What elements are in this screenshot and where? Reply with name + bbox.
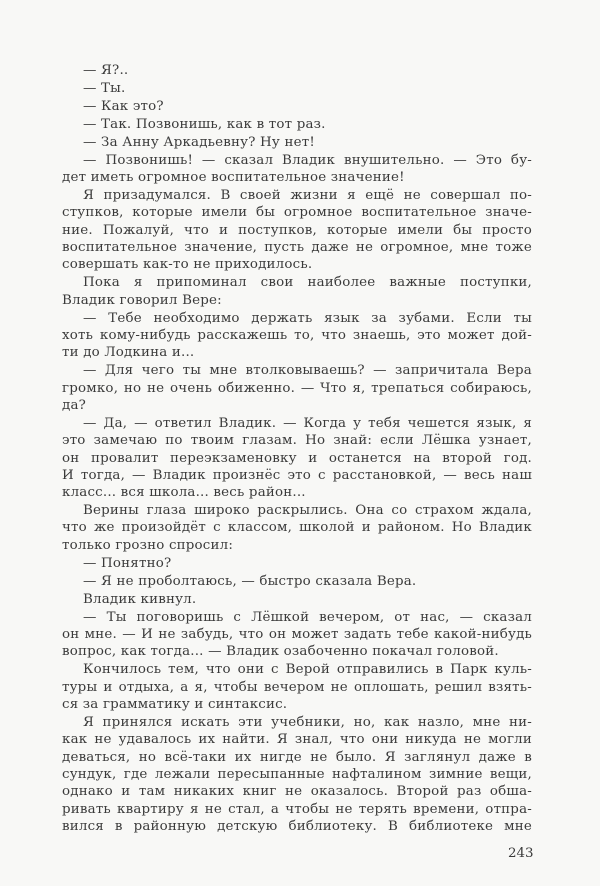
text-line: — Позвонишь! — сказал Владик внушительно. — Это бу- xyxy=(83,152,532,168)
text-line: дет иметь огромное воспитательное значение! xyxy=(62,170,405,186)
paragraph xyxy=(62,98,532,115)
text-line: он провалит переэкзаменовку и останется на второй год. xyxy=(62,450,532,466)
text-line: хоть кому-нибудь расскажешь то, что знаешь, это может дой- xyxy=(62,327,532,343)
paragraph xyxy=(62,152,532,187)
paragraph xyxy=(62,555,532,572)
text-line: — Понятно? xyxy=(83,555,172,571)
book-page-text xyxy=(62,62,532,836)
text-line: вился в районную детскую библиотеку. В библиотеке мне xyxy=(62,818,532,834)
text-line: деваться, но всё-таки их нигде не было. Я заглянул даже в xyxy=(62,749,532,765)
text-line: Кончилось тем, что они с Верой отправились в Парк куль- xyxy=(83,662,532,678)
text-line: ние. Пожалуй, что и поступков, которые имели бы просто xyxy=(62,222,532,238)
paragraph xyxy=(62,591,532,608)
paragraph xyxy=(62,415,532,502)
text-line: Владик говорил Вере: xyxy=(62,292,222,308)
text-line: — Ты поговоришь с Лёшкой вечером, от нас, — сказал xyxy=(83,609,532,625)
paragraph xyxy=(62,274,532,309)
paragraph xyxy=(62,187,532,274)
text-line: Верины глаза широко раскрылись. Она со страхом ждала, xyxy=(83,503,532,519)
text-line: — Для чего ты мне втолковываешь? — запричитала Вера xyxy=(83,363,532,379)
page-number: 243 xyxy=(508,846,534,861)
text-line: воспитательное значение, пусть даже не огромное, мне тоже xyxy=(62,240,532,255)
paragraph xyxy=(62,362,532,414)
paragraph xyxy=(62,714,532,835)
paragraph xyxy=(62,573,532,590)
text-line: И тогда, — Владик произнёс это с расстановкой, — весь наш xyxy=(62,467,532,483)
text-line: — Да, — ответил Владик. — Когда у тебя чешется язык, я xyxy=(83,415,532,431)
text-line: что же произойдёт с классом, школой и районом. Но Владик xyxy=(62,520,532,536)
text-line: — Я?.. xyxy=(83,63,129,78)
text-line: громко, но не очень обиженно. — Что я, трепаться собираюсь, xyxy=(62,380,532,396)
text-line: — Я не проболтаюсь, — быстро сказала Вера. xyxy=(83,573,417,589)
text-line: ти до Лодкина и... xyxy=(62,345,195,361)
text-line: однако и там никаких книг не оказалось. Второй раз обша- xyxy=(62,784,532,800)
text-line: Я принялся искать эти учебники, но, как назло, мне ни- xyxy=(83,714,532,730)
text-line: это замечаю по твоим глазам. Но знай: если Лёшка узнает, xyxy=(62,433,532,449)
text-line: Я призадумался. В своей жизни я ещё не совершал по- xyxy=(83,187,532,203)
text-line: — Тебе необходимо держать язык за зубами. Если ты xyxy=(83,310,532,326)
paragraph xyxy=(62,116,532,133)
paragraph xyxy=(62,134,532,151)
text-line: туры и отдыха, а я, чтобы вечером не оплошать, решил взять- xyxy=(62,679,532,695)
text-line: ся за грамматику и синтаксис. xyxy=(62,696,288,712)
paragraph xyxy=(62,661,532,713)
text-line: Пока я припоминал свои наиболее важные поступки, xyxy=(83,275,532,291)
text-line: ступков, которые имели бы огромное воспитательное значе- xyxy=(62,205,532,221)
text-line: ривать квартиру я не стал, а чтобы не терять времени, отпра- xyxy=(62,801,532,817)
text-line: да? xyxy=(62,397,87,413)
text-line: как не удавалось их найти. Я знал, что они никуда не могли xyxy=(62,732,532,748)
text-line: — За Анну Аркадьевну? Ну нет! xyxy=(83,134,315,150)
text-line: он мне. — И не забудь, что он может задать тебе какой-нибудь xyxy=(62,626,532,642)
paragraph xyxy=(62,80,532,97)
text-line: Владик кивнул. xyxy=(83,591,197,607)
text-line: только грозно спросил: xyxy=(62,537,234,553)
text-line: — Так. Позвонишь, как в тот раз. xyxy=(83,116,326,132)
text-line: — Как это? xyxy=(83,98,164,114)
text-line: вопрос, как тогда... — Владик озабоченно покачал головой. xyxy=(62,644,499,660)
paragraph xyxy=(62,310,532,362)
text-line: — Ты. xyxy=(83,80,126,96)
paragraph xyxy=(62,62,532,79)
text-line: класс... вся школа... весь район... xyxy=(62,485,306,501)
paragraph xyxy=(62,502,532,554)
text-line: сундук, где лежали пересыпанные нафталином зимние вещи, xyxy=(62,766,532,782)
text-line: совершать как-то не приходилось. xyxy=(62,257,313,273)
paragraph xyxy=(62,609,532,661)
